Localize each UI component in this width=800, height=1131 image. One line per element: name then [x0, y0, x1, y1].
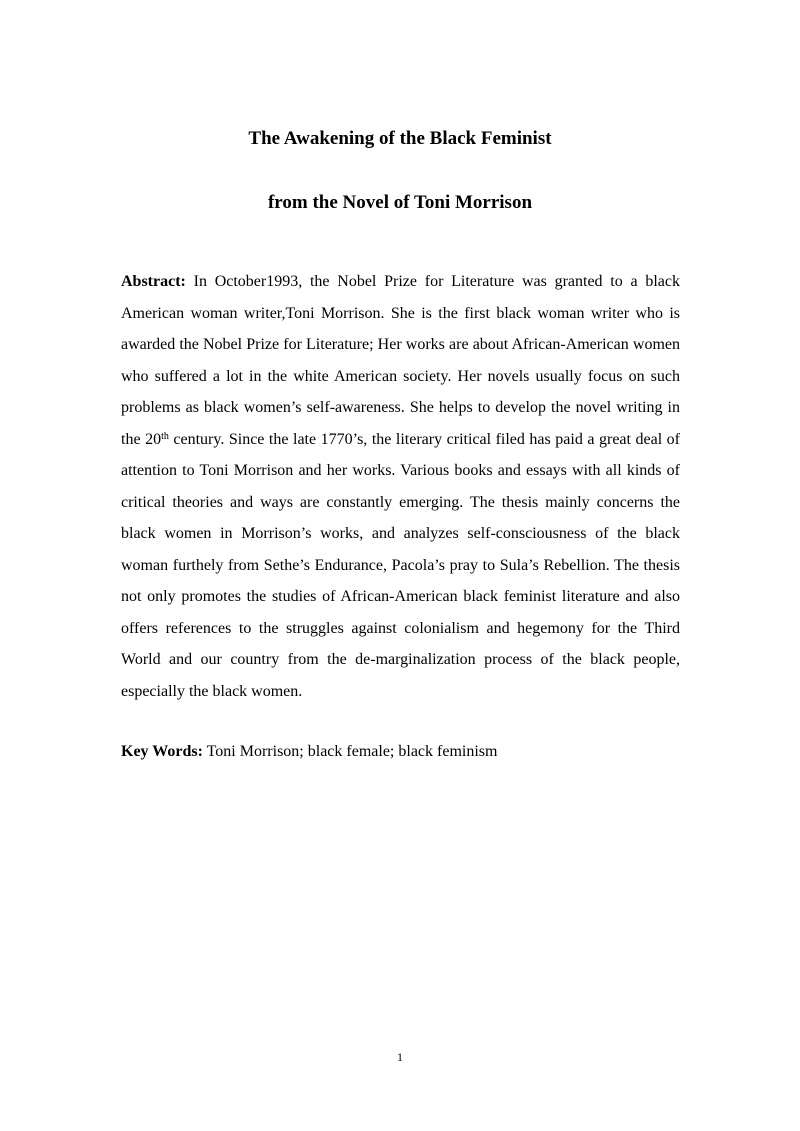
abstract-text-part-1: In October1993, the Nobel Prize for Literature was granted to a black American woman writer,Toni Morrison. She is the first black woman writer who is awarded the Nobel Prize for Literature; Her works are about African-American women who suffered a lot in the white American society. Her novels usually focus on such problems as black women’s self-awareness. She helps to develop the novel writing in the 20: [121, 273, 680, 448]
abstract-paragraph: [121, 266, 680, 707]
keywords-label: Key Words:: [121, 743, 203, 760]
keywords-line: [121, 740, 680, 764]
abstract-text-part-2: century. Since the late 1770’s, the literary critical filed has paid a great deal of attention to Toni Morrison and her works. Various books and essays with all kinds of critical theories and ways are constantly emerging. The thesis mainly concerns the black women in Morrison’s works, and analyzes self-consciousness of the black woman furthely from Sethe’s Endurance, Pacola’s pray to Sula’s Rebellion. The thesis not only promotes the studies of African-American black feminist literature and also offers references to the struggles against colonialism and hegemony for the Third World and our country from the de-marginalization process of the black people, especially the black women.: [121, 430, 681, 700]
keywords-text: Toni Morrison; black female; black feminism: [202, 743, 498, 760]
ordinal-superscript: th: [161, 430, 169, 442]
title-line-2: from the Novel of Toni Morrison: [267, 192, 533, 213]
abstract-label: Abstract:: [121, 273, 186, 290]
title-line-1: The Awakening of the Black Feminist: [248, 128, 552, 149]
page-number: 1: [397, 1050, 403, 1064]
